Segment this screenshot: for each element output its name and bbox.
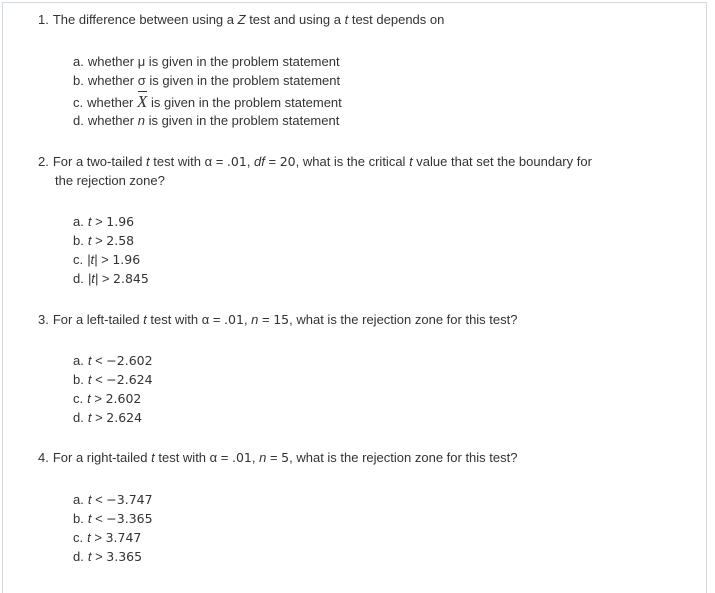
stem-text: For a two-tailed bbox=[52, 154, 147, 169]
question-1-options bbox=[73, 52, 342, 130]
option-value: 2.624 bbox=[106, 410, 143, 425]
option-a[interactable] bbox=[73, 490, 153, 509]
question-number: 3. bbox=[38, 312, 49, 327]
n-value: 5 bbox=[281, 450, 290, 465]
option-letter: a. bbox=[73, 353, 84, 368]
option-d[interactable] bbox=[73, 111, 342, 130]
option-text: whether bbox=[87, 113, 138, 128]
option-a[interactable] bbox=[73, 52, 342, 71]
option-letter: d. bbox=[73, 549, 84, 564]
question-2 bbox=[38, 152, 688, 190]
variable-df: df bbox=[254, 154, 265, 169]
variable-t: t bbox=[151, 450, 155, 465]
option-letter: b. bbox=[73, 73, 84, 88]
option-operator: > bbox=[91, 549, 107, 564]
question-1 bbox=[38, 10, 688, 29]
variable-t: t bbox=[344, 12, 349, 27]
option-operator: > bbox=[91, 233, 107, 248]
alpha-value: .01 bbox=[224, 312, 244, 327]
option-variable: |t| bbox=[87, 271, 99, 286]
stem-text: value that set the boundary for bbox=[412, 154, 592, 169]
option-variable: t bbox=[87, 353, 92, 368]
option-value: 1.96 bbox=[106, 214, 135, 229]
variable-z: Z bbox=[237, 12, 246, 27]
option-letter: d. bbox=[73, 113, 84, 128]
option-variable: t bbox=[87, 214, 92, 229]
option-variable: t bbox=[87, 372, 92, 387]
option-c[interactable] bbox=[73, 90, 342, 111]
option-value: −3.365 bbox=[106, 511, 153, 526]
option-value: 2.845 bbox=[113, 271, 149, 286]
stem-text: = bbox=[264, 154, 280, 169]
stem-text: = bbox=[258, 312, 274, 327]
option-variable: t bbox=[87, 549, 92, 564]
option-variable: t bbox=[87, 391, 91, 406]
option-letter: d. bbox=[73, 271, 84, 286]
stem-text: test depends on bbox=[348, 12, 445, 27]
question-3-options bbox=[73, 351, 153, 427]
option-letter: c. bbox=[73, 252, 84, 267]
option-value: 2.602 bbox=[105, 391, 142, 406]
option-variable: |t| bbox=[87, 252, 98, 267]
stem-text: = bbox=[266, 450, 282, 465]
stem-text: , bbox=[251, 450, 260, 465]
stem-text: , what is the rejection zone for this test? bbox=[289, 450, 518, 465]
stem-text: test and using a bbox=[245, 12, 345, 27]
question-2-options bbox=[73, 212, 149, 288]
stem-text: For a left-tailed bbox=[52, 312, 144, 327]
option-value: −3.747 bbox=[106, 492, 153, 507]
option-c[interactable] bbox=[73, 528, 153, 547]
option-a[interactable] bbox=[73, 212, 149, 231]
question-2-stem-continued: the rejection zone? bbox=[55, 173, 165, 188]
option-operator: > bbox=[90, 530, 106, 545]
option-value: 3.365 bbox=[106, 549, 143, 564]
option-operator: > bbox=[90, 391, 106, 406]
option-variable: t bbox=[87, 492, 92, 507]
option-letter: c. bbox=[73, 391, 84, 406]
option-letter: b. bbox=[73, 511, 84, 526]
stem-text: , what is the rejection zone for this test? bbox=[289, 312, 518, 327]
option-a[interactable] bbox=[73, 351, 153, 370]
option-d[interactable] bbox=[73, 269, 149, 288]
variable-n: n bbox=[259, 450, 267, 465]
alpha-value: .01 bbox=[231, 450, 252, 465]
option-c[interactable] bbox=[73, 389, 153, 408]
question-number: 4. bbox=[38, 450, 49, 465]
option-value: −2.624 bbox=[106, 372, 153, 387]
option-letter: c. bbox=[73, 530, 84, 545]
option-d[interactable] bbox=[73, 547, 153, 566]
n-value: 15 bbox=[273, 312, 290, 327]
option-value: 3.747 bbox=[105, 530, 142, 545]
question-1-stem bbox=[38, 10, 688, 29]
stem-text: , bbox=[246, 154, 255, 169]
variable-n: n bbox=[251, 312, 259, 327]
option-operator: < bbox=[91, 372, 107, 387]
option-d[interactable] bbox=[73, 408, 153, 427]
option-text: whether bbox=[87, 95, 137, 110]
option-value: 2.58 bbox=[106, 233, 135, 248]
option-letter: d. bbox=[73, 410, 84, 425]
option-letter: a. bbox=[73, 54, 84, 69]
option-c[interactable] bbox=[73, 250, 149, 269]
stem-text: The difference between using a bbox=[52, 12, 238, 27]
option-letter: c. bbox=[73, 95, 84, 110]
stem-text: For a right-tailed bbox=[52, 450, 152, 465]
question-2-stem bbox=[38, 152, 688, 171]
option-letter: a. bbox=[73, 214, 84, 229]
question-4 bbox=[38, 448, 688, 467]
option-letter: b. bbox=[73, 372, 84, 387]
option-letter: a. bbox=[73, 492, 84, 507]
question-3-stem bbox=[38, 310, 688, 329]
x-bar-symbol: X bbox=[137, 92, 148, 111]
option-operator: > bbox=[98, 271, 114, 286]
option-variable: t bbox=[87, 410, 92, 425]
option-variable: t bbox=[87, 530, 91, 545]
question-number: 1. bbox=[38, 12, 49, 27]
option-text: whether σ is given in the problem statement bbox=[87, 73, 341, 88]
option-letter: b. bbox=[73, 233, 84, 248]
option-b[interactable] bbox=[73, 231, 149, 250]
option-operator: < bbox=[91, 511, 107, 526]
question-3 bbox=[38, 310, 688, 329]
stem-text: test with α = bbox=[149, 154, 227, 169]
variable-t: t bbox=[146, 154, 150, 169]
option-value: 1.96 bbox=[112, 252, 141, 267]
option-b[interactable] bbox=[73, 509, 153, 528]
option-operator: > bbox=[91, 214, 107, 229]
option-b[interactable] bbox=[73, 370, 153, 389]
option-operator: < bbox=[91, 492, 107, 507]
option-variable: t bbox=[87, 511, 92, 526]
df-value: 20 bbox=[279, 154, 296, 169]
stem-text: , what is the critical bbox=[295, 154, 410, 169]
option-operator: > bbox=[97, 252, 113, 267]
option-operator: > bbox=[91, 410, 107, 425]
stem-text: test with α = bbox=[154, 450, 232, 465]
question-4-stem bbox=[38, 448, 688, 467]
question-4-options bbox=[73, 490, 153, 566]
option-value: −2.602 bbox=[106, 353, 153, 368]
variable-t: t bbox=[143, 312, 147, 327]
variable-t: t bbox=[409, 154, 413, 169]
option-variable: t bbox=[87, 233, 92, 248]
option-text: is given in the problem statement bbox=[147, 95, 342, 110]
stem-text: test with α = bbox=[146, 312, 225, 327]
option-operator: < bbox=[91, 353, 107, 368]
stem-text: , bbox=[243, 312, 252, 327]
option-b[interactable] bbox=[73, 71, 342, 90]
question-number: 2. bbox=[38, 154, 49, 169]
option-text: is given in the problem statement bbox=[144, 113, 340, 128]
alpha-value: .01 bbox=[226, 154, 247, 169]
option-text: whether μ is given in the problem statement bbox=[87, 54, 340, 69]
variable-n: n bbox=[137, 113, 145, 128]
